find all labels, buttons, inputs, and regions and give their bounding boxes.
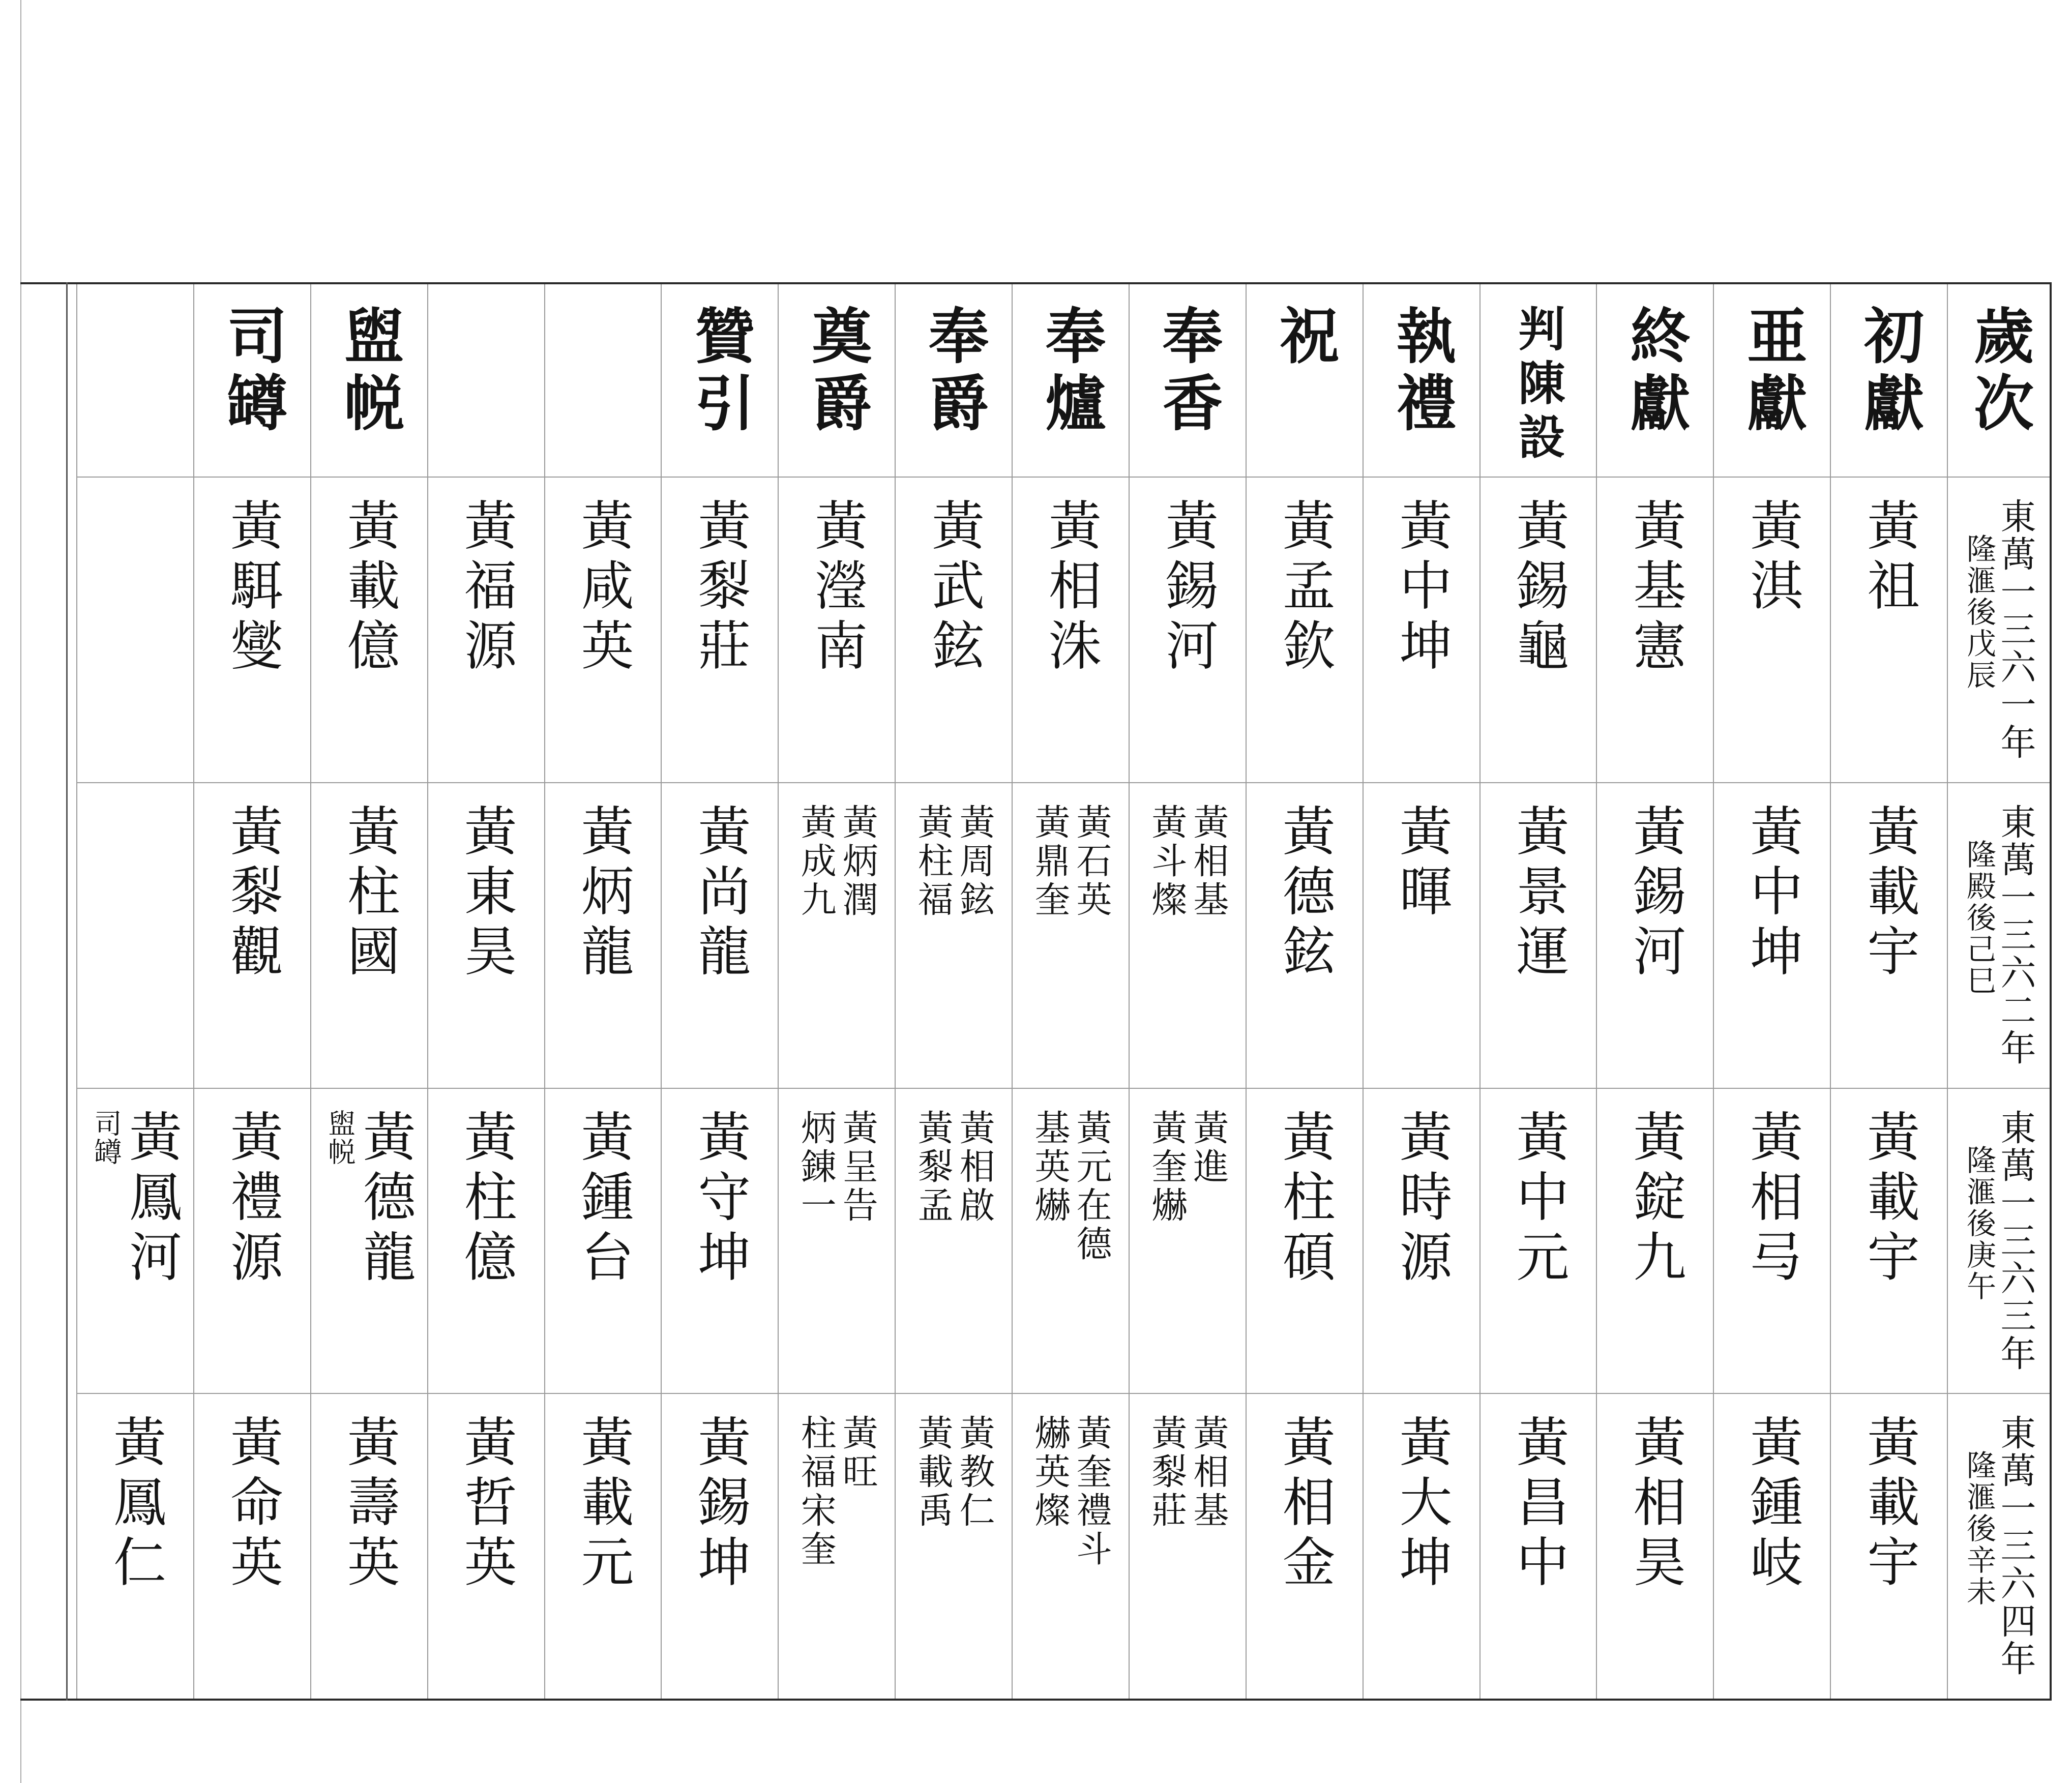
participant-name: 黃東昊 xyxy=(455,803,517,984)
role-column xyxy=(895,284,1012,1699)
entry-cell xyxy=(428,1089,544,1394)
entry-cell xyxy=(311,1089,427,1394)
year-header-column xyxy=(1947,284,2050,1699)
role-cell xyxy=(1481,284,1596,478)
entry-cell xyxy=(1597,478,1713,783)
participant-name: 黃錫坤 xyxy=(689,1414,751,1595)
participant-name: 黃載宇 xyxy=(1858,1414,1920,1595)
role-column xyxy=(1830,284,1947,1699)
role-cell xyxy=(77,284,193,478)
participant-name: 黃祖 xyxy=(1858,498,1920,618)
entry-cell xyxy=(77,1089,193,1394)
entry-cell xyxy=(1597,1089,1713,1394)
entry-cell xyxy=(1831,783,1947,1089)
entry-cell xyxy=(194,478,310,783)
role-label: 司罇 xyxy=(217,305,288,439)
role-label: 奉香 xyxy=(1152,305,1223,439)
role-cell xyxy=(1013,284,1129,478)
role-column xyxy=(310,284,427,1699)
table-border-bottom xyxy=(20,1699,2052,1701)
participant-name: 黃哲英 xyxy=(455,1414,517,1595)
entry-cell xyxy=(311,478,427,783)
participant-name: 黃載億 xyxy=(338,498,400,678)
participant-name: 黃相㢧 xyxy=(1741,1109,1803,1289)
participant-name: 黃相基 xyxy=(1187,1414,1229,1531)
role-label: 奉爐 xyxy=(1035,305,1106,439)
entry-cell xyxy=(1831,478,1947,783)
role-cell xyxy=(896,284,1012,478)
participant-name: 黃鳳河 xyxy=(120,1109,182,1289)
role-label: 盥帨 xyxy=(334,305,405,439)
role-column xyxy=(1479,284,1596,1699)
role-column xyxy=(1129,284,1246,1699)
year-sub-label: 隆滙後辛未 xyxy=(1962,1450,1996,1608)
entry-cell xyxy=(1714,783,1830,1089)
role-cell xyxy=(662,284,778,478)
year-main-label: 東萬一三六二年 xyxy=(1995,803,2036,1067)
table-border-left xyxy=(66,282,68,1701)
participant-name: 炳錬一 xyxy=(795,1109,837,1225)
role-label: 祝 xyxy=(1269,305,1340,372)
participant-name: 黃相啟 xyxy=(954,1109,996,1225)
entry-cell xyxy=(1364,478,1479,783)
participant-name: 黃景運 xyxy=(1507,803,1570,984)
entry-cell xyxy=(428,478,544,783)
year-cell xyxy=(1948,478,2050,783)
role-column xyxy=(1713,284,1830,1699)
participant-name: 黃炳潤 xyxy=(837,803,879,919)
entry-cell xyxy=(779,1394,895,1699)
participant-name: 黃呈告 xyxy=(837,1109,879,1225)
participant-name: 黃守坤 xyxy=(689,1109,751,1289)
entry-cell xyxy=(896,1394,1012,1699)
participant-name: 黃教仁 xyxy=(954,1414,996,1531)
participant-name: 黃錫龜 xyxy=(1507,498,1570,678)
participant-name: 黃柱福 xyxy=(912,803,954,919)
participant-name: 爀英燦 xyxy=(1028,1414,1071,1531)
participant-name: 黃基憲 xyxy=(1624,498,1686,678)
role-column xyxy=(778,284,895,1699)
year-main-label: 東萬一三六三年 xyxy=(1995,1109,2036,1373)
participant-name: 黃石英 xyxy=(1070,803,1112,919)
year-sub-label: 隆殿後己巳 xyxy=(1962,839,1996,997)
entry-cell xyxy=(779,1089,895,1394)
role-cell xyxy=(545,284,661,478)
entry-cell xyxy=(311,1394,427,1699)
role-column xyxy=(1246,284,1363,1699)
entry-cell xyxy=(1364,1394,1479,1699)
participant-name: 黃載元 xyxy=(572,1414,634,1595)
entry-cell xyxy=(1013,478,1129,783)
entry-cell xyxy=(1481,1089,1596,1394)
role-label: 判陳設 xyxy=(1511,305,1566,466)
entry-cell xyxy=(1247,1394,1363,1699)
participant-name: 黃相昊 xyxy=(1624,1414,1686,1595)
participant-name: 黃德龍 xyxy=(353,1109,416,1289)
participant-name: 黃相金 xyxy=(1273,1414,1336,1595)
year-sub-label: 隆滙後庚午 xyxy=(1962,1144,1996,1302)
role-column xyxy=(427,284,544,1699)
entry-cell xyxy=(1247,1089,1363,1394)
role-label: 執禮 xyxy=(1386,305,1457,439)
entry-cell xyxy=(194,1089,310,1394)
participant-name: 黃奎禮斗 xyxy=(1070,1414,1112,1569)
participant-name: 黃載禹 xyxy=(912,1414,954,1531)
role-column xyxy=(1012,284,1129,1699)
participant-name: 基英爀 xyxy=(1028,1109,1071,1225)
participant-name: 黃駬燮 xyxy=(221,498,283,678)
entry-cell xyxy=(1013,783,1129,1089)
participant-name: 黃柱國 xyxy=(338,803,400,984)
entry-cell xyxy=(1714,478,1830,783)
page-edge-left-outer xyxy=(20,0,21,1783)
role-label: 初獻 xyxy=(1854,305,1925,439)
inline-role-note: 盥帨 xyxy=(323,1109,356,1166)
entry-cell xyxy=(311,783,427,1089)
participant-name: 黃鍾台 xyxy=(572,1109,634,1289)
participant-name: 黃相洙 xyxy=(1039,498,1102,678)
participant-name: 黃炳龍 xyxy=(572,803,634,984)
role-label: 贊引 xyxy=(685,305,756,439)
participant-name: 黃鼎奎 xyxy=(1028,803,1071,919)
participant-name: 黃中坤 xyxy=(1741,803,1803,984)
participant-name: 黃相基 xyxy=(1187,803,1229,919)
entry-cell xyxy=(545,1394,661,1699)
role-label: 奉爵 xyxy=(919,305,990,439)
entry-cell xyxy=(1013,1089,1129,1394)
role-cell xyxy=(1364,284,1479,478)
entry-cell xyxy=(896,1089,1012,1394)
role-cell xyxy=(1831,284,1947,478)
participant-name: 黃㴝觀 xyxy=(221,803,283,984)
participant-name: 黃咸英 xyxy=(572,498,634,678)
participant-name: 黃孟欽 xyxy=(1273,498,1336,678)
entry-cell xyxy=(1481,478,1596,783)
entry-cell xyxy=(662,1089,778,1394)
entry-cell xyxy=(896,783,1012,1089)
entry-cell xyxy=(1364,1089,1479,1394)
year-cell xyxy=(1948,1394,2050,1699)
entry-cell xyxy=(662,783,778,1089)
participant-name: 黃㴝莊 xyxy=(689,498,751,678)
participant-name: 黃禮源 xyxy=(221,1109,283,1289)
year-cell xyxy=(1948,783,2050,1089)
entry-cell xyxy=(194,1394,310,1699)
entry-cell xyxy=(1130,478,1246,783)
participant-name: 黃命英 xyxy=(221,1414,283,1595)
header-label: 歲次 xyxy=(1964,305,2034,439)
participant-name: 黃㴝孟 xyxy=(912,1109,954,1225)
participant-name: 黃中坤 xyxy=(1390,498,1453,678)
entry-cell xyxy=(662,1394,778,1699)
participant-name: 黃錫河 xyxy=(1624,803,1686,984)
entry-cell xyxy=(1013,1394,1129,1699)
participant-name: 黃鳳仁 xyxy=(104,1414,166,1595)
entry-cell xyxy=(662,478,778,783)
participant-name: 黃周鉉 xyxy=(954,803,996,919)
year-sub-label: 隆滙後戊辰 xyxy=(1962,533,1996,691)
participant-name: 黃進 xyxy=(1187,1109,1229,1186)
role-label: 終獻 xyxy=(1620,305,1691,439)
inline-role-note: 司罇 xyxy=(90,1109,122,1166)
role-column xyxy=(661,284,778,1699)
role-column xyxy=(1596,284,1713,1699)
participant-name: 黃柱億 xyxy=(455,1109,517,1289)
participant-name: 黃錠九 xyxy=(1624,1109,1686,1289)
entry-cell xyxy=(1130,783,1246,1089)
entry-cell xyxy=(1247,478,1363,783)
participant-name: 黃武鉉 xyxy=(923,498,985,678)
participant-name: 黃淇 xyxy=(1741,498,1803,618)
participant-name: 黃壽英 xyxy=(338,1414,400,1595)
entry-cell xyxy=(1597,1394,1713,1699)
entry-cell xyxy=(1714,1394,1830,1699)
role-column xyxy=(1363,284,1479,1699)
role-column xyxy=(193,284,310,1699)
entry-cell xyxy=(1831,1089,1947,1394)
participant-name: 黃成九 xyxy=(795,803,837,919)
entry-cell xyxy=(545,478,661,783)
year-cell xyxy=(1948,1089,2050,1394)
entry-cell xyxy=(428,783,544,1089)
participant-name: 黃元在德 xyxy=(1070,1109,1112,1264)
role-cell xyxy=(194,284,310,478)
participant-name: 黃奎爀 xyxy=(1145,1109,1188,1225)
year-main-label: 東萬一三六一年 xyxy=(1995,498,2036,761)
participant-name: 黃瀅南 xyxy=(806,498,868,678)
participant-name: 黃斗燦 xyxy=(1145,803,1188,919)
participant-name: 黃暉 xyxy=(1390,803,1453,924)
participant-name: 黃錫河 xyxy=(1156,498,1219,678)
entry-cell xyxy=(1364,783,1479,1089)
entry-cell xyxy=(1247,783,1363,1089)
participant-name: 黃柱碩 xyxy=(1273,1109,1336,1289)
participant-name: 黃時源 xyxy=(1390,1109,1453,1289)
year-main-label: 東萬一三六四年 xyxy=(1995,1414,2036,1678)
table-border-right xyxy=(2050,282,2052,1701)
entry-cell xyxy=(428,1394,544,1699)
participant-name: 黃大坤 xyxy=(1390,1414,1453,1595)
role-label: 奠爵 xyxy=(802,305,873,439)
role-cell xyxy=(1130,284,1246,478)
role-cell xyxy=(428,284,544,478)
role-label: 亜獻 xyxy=(1737,305,1808,439)
role-cell xyxy=(1247,284,1363,478)
participant-name: 黃載宇 xyxy=(1858,1109,1920,1289)
participant-name: 黃載宇 xyxy=(1858,803,1920,984)
role-cell xyxy=(779,284,895,478)
entry-cell xyxy=(779,783,895,1089)
entry-cell xyxy=(1714,1089,1830,1394)
entry-cell xyxy=(194,783,310,1089)
participant-name: 黃昌中 xyxy=(1507,1414,1570,1595)
entry-cell xyxy=(1481,1394,1596,1699)
header-cell xyxy=(1948,284,2050,478)
entry-cell xyxy=(1481,783,1596,1089)
participant-name: 柱福宋奎 xyxy=(795,1414,837,1569)
entry-cell xyxy=(77,478,193,783)
entry-cell xyxy=(545,783,661,1089)
role-cell xyxy=(1714,284,1830,478)
entry-cell xyxy=(1597,783,1713,1089)
entry-cell xyxy=(1130,1394,1246,1699)
participant-name: 黃鍾岐 xyxy=(1741,1414,1803,1595)
role-column xyxy=(544,284,661,1699)
entry-cell xyxy=(779,478,895,783)
participant-name: 黃旺 xyxy=(837,1414,879,1492)
entry-cell xyxy=(896,478,1012,783)
participant-name: 黃尚龍 xyxy=(689,803,751,984)
entry-cell xyxy=(77,1394,193,1699)
participant-name: 黃德鉉 xyxy=(1273,803,1336,984)
entry-cell xyxy=(1831,1394,1947,1699)
participant-name: 黃㴝莊 xyxy=(1145,1414,1188,1531)
role-column xyxy=(76,284,193,1699)
entry-cell xyxy=(545,1089,661,1394)
participant-name: 黃中元 xyxy=(1507,1109,1570,1289)
entry-cell xyxy=(1130,1089,1246,1394)
entry-cell xyxy=(77,783,193,1089)
participant-name: 黃福源 xyxy=(455,498,517,678)
role-cell xyxy=(1597,284,1713,478)
ritual-roster-table xyxy=(76,284,2050,1699)
role-cell xyxy=(311,284,427,478)
